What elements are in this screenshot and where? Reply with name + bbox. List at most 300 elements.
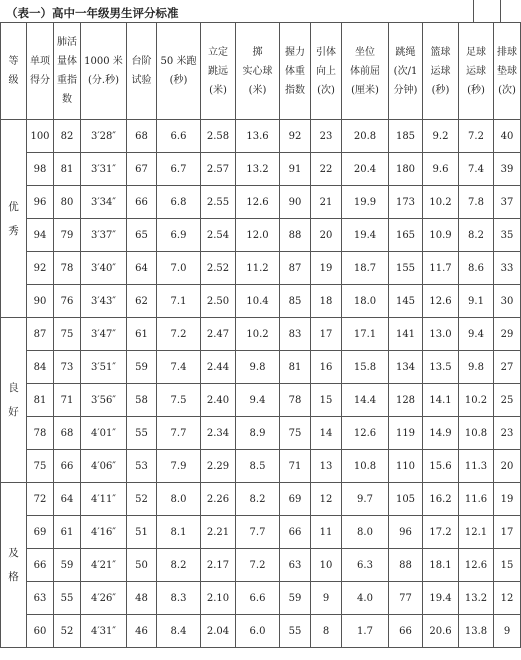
table-cell: 14 (311, 417, 342, 450)
table-row (1, 516, 521, 549)
table-cell: 9.1 (459, 285, 494, 318)
grade-cell (1, 318, 27, 483)
table-cell: 72 (27, 483, 54, 516)
table-cell: 10.8 (342, 450, 389, 483)
table-cell: 96 (27, 186, 54, 219)
table-cell: 94 (27, 219, 54, 252)
table-cell: 35 (494, 219, 521, 252)
column-header (494, 23, 521, 120)
table-cell: 52 (54, 615, 81, 648)
table-cell: 17 (311, 318, 342, 351)
column-header-line: (秒) (431, 84, 450, 96)
table-cell: 19 (311, 252, 342, 285)
grade-cell (1, 120, 27, 318)
column-header-line: 跳绳 (395, 46, 416, 58)
table-cell: 27 (494, 351, 521, 384)
table-cell: 13.6 (236, 120, 280, 153)
table-cell: 6.8 (157, 186, 201, 219)
table-cell: 2.54 (201, 219, 236, 252)
table-cell: 18.1 (423, 549, 459, 582)
table-cell: 63 (280, 549, 311, 582)
column-header-line: 运球 (466, 65, 486, 77)
table-cell: 98 (27, 153, 54, 186)
table-cell: 128 (389, 384, 423, 417)
table-cell: 19.4 (423, 582, 459, 615)
table-cell: 52 (127, 483, 157, 516)
table-cell: 14.9 (423, 417, 459, 450)
table-cell: 85 (280, 285, 311, 318)
table-cell: 59 (54, 549, 81, 582)
table-cell: 75 (27, 450, 54, 483)
table-cell: 3′28″ (81, 120, 127, 153)
column-header-line: 单项 (30, 56, 50, 67)
table-cell: 110 (389, 450, 423, 483)
table-cell: 71 (54, 384, 81, 417)
table-cell: 3′34″ (81, 186, 127, 219)
table-cell: 55 (54, 582, 81, 615)
table-cell: 66 (27, 549, 54, 582)
column-header-line: (厘米) (351, 84, 379, 96)
table-cell: 17.2 (423, 516, 459, 549)
table-cell: 87 (280, 252, 311, 285)
table-cell: 7.8 (459, 186, 494, 219)
table-cell: 4′16″ (81, 516, 127, 549)
column-header-line: 50 米跑 (160, 56, 197, 67)
table-cell: 66 (127, 186, 157, 219)
table-cell: 7.2 (459, 120, 494, 153)
table-cell: 66 (280, 516, 311, 549)
column-header (389, 23, 423, 120)
column-header-line: (米) (248, 84, 267, 96)
column-header-line: 台阶 (131, 56, 152, 67)
table-cell: 3′40″ (81, 252, 127, 285)
table-cell: 69 (280, 483, 311, 516)
table-cell: 173 (389, 186, 423, 219)
table-cell: 7.9 (157, 450, 201, 483)
column-header (459, 23, 494, 120)
table-cell: 12.1 (459, 516, 494, 549)
table-cell: 21 (311, 186, 342, 219)
grade-char: 优 (8, 200, 19, 213)
grade-char: 格 (8, 571, 19, 583)
table-cell: 6.0 (236, 615, 280, 648)
table-cell: 92 (280, 120, 311, 153)
table-cell: 8.9 (236, 417, 280, 450)
table-cell: 13.2 (236, 153, 280, 186)
table-cell: 7.0 (157, 252, 201, 285)
table-cell: 60 (27, 615, 54, 648)
table-cell: 13.8 (459, 615, 494, 648)
table-cell: 61 (54, 516, 81, 549)
table-cell: 3′31″ (81, 153, 127, 186)
column-header-line: 体重 (285, 65, 305, 77)
table-cell: 9.4 (459, 318, 494, 351)
table-cell: 7.4 (157, 351, 201, 384)
table-cell: 3′56″ (81, 384, 127, 417)
table-cell: 10.4 (236, 285, 280, 318)
table-cell: 20.4 (342, 153, 389, 186)
table-cell: 20 (311, 219, 342, 252)
column-header-line: 数 (62, 94, 72, 105)
table-cell: 58 (127, 384, 157, 417)
column-header-line: (次) (317, 84, 335, 96)
table-cell: 75 (280, 417, 311, 450)
column-header-line: 重指 (57, 75, 77, 86)
table-cell: 91 (280, 153, 311, 186)
header-row (1, 23, 521, 120)
table-cell: 10.2 (236, 318, 280, 351)
table-cell: 66 (54, 450, 81, 483)
column-header-line: (次) (498, 84, 516, 96)
table-cell: 13.5 (423, 351, 459, 384)
table-cell: 17.1 (342, 318, 389, 351)
grade-char: 良 (8, 382, 19, 394)
table-cell: 9.8 (236, 351, 280, 384)
table-cell: 185 (389, 120, 423, 153)
table-cell: 29 (494, 318, 521, 351)
grade-char: 好 (8, 406, 19, 418)
table-cell: 7.5 (157, 384, 201, 417)
table-cell: 81 (280, 351, 311, 384)
table-cell: 84 (27, 351, 54, 384)
table-cell: 90 (27, 285, 54, 318)
table-cell: 3′43″ (81, 285, 127, 318)
table-cell: 7.7 (236, 516, 280, 549)
table-cell: 134 (389, 351, 423, 384)
column-header-line: 向上 (316, 65, 336, 77)
column-header-line: 立定 (208, 46, 228, 58)
table-cell: 78 (280, 384, 311, 417)
column-header-line: 1000 米 (84, 56, 123, 67)
table-cell: 9 (494, 615, 521, 648)
column-header-line: 指数 (285, 84, 305, 96)
table-cell: 81 (54, 153, 81, 186)
column-header-line: 级 (8, 75, 19, 86)
table-cell: 8 (311, 615, 342, 648)
table-cell: 61 (127, 318, 157, 351)
table-cell: 83 (280, 318, 311, 351)
table-cell: 78 (27, 417, 54, 450)
table-row (1, 285, 521, 318)
table-cell: 15 (311, 384, 342, 417)
table-cell: 7.7 (157, 417, 201, 450)
table-cell: 82 (54, 120, 81, 153)
table-cell: 65 (127, 219, 157, 252)
column-header-line: 运球 (430, 65, 451, 77)
table-cell: 13 (311, 450, 342, 483)
column-header (54, 23, 81, 120)
table-cell: 2.47 (201, 318, 236, 351)
table-cell: 4′31″ (81, 615, 127, 648)
column-header-line: 坐位 (355, 46, 375, 58)
table-cell: 18 (311, 285, 342, 318)
table-cell: 88 (389, 549, 423, 582)
table-cell: 8.1 (157, 516, 201, 549)
table-cell: 59 (127, 351, 157, 384)
table-row (1, 615, 521, 648)
table-cell: 23 (494, 417, 521, 450)
column-header-line: 引体 (316, 46, 336, 58)
table-cell: 10.2 (423, 186, 459, 219)
table-cell: 2.29 (201, 450, 236, 483)
table-cell: 90 (280, 186, 311, 219)
table-cell: 12.6 (423, 285, 459, 318)
column-header-line: 实心球 (242, 65, 273, 77)
table-cell: 53 (127, 450, 157, 483)
table-cell: 78 (54, 252, 81, 285)
column-header-line: 肺活 (57, 37, 77, 48)
table-cell: 92 (27, 252, 54, 285)
column-header-line: 垫球 (497, 65, 517, 77)
table-row (1, 417, 521, 450)
table-cell: 6.6 (236, 582, 280, 615)
table-cell: 12.6 (459, 549, 494, 582)
table-row (1, 252, 521, 285)
table-cell: 8.0 (342, 516, 389, 549)
table-cell: 73 (54, 351, 81, 384)
column-header (311, 23, 342, 120)
table-cell: 76 (54, 285, 81, 318)
table-cell: 46 (127, 615, 157, 648)
table-cell: 4.0 (342, 582, 389, 615)
table-cell: 8.2 (157, 549, 201, 582)
grade-char: 秀 (8, 224, 19, 237)
table-cell: 10.8 (459, 417, 494, 450)
table-cell: 2.04 (201, 615, 236, 648)
table-cell: 64 (127, 252, 157, 285)
grade-cell (1, 483, 27, 648)
table-cell: 3′47″ (81, 318, 127, 351)
table-cell: 2.52 (201, 252, 236, 285)
table-cell: 62 (127, 285, 157, 318)
table-cell: 64 (54, 483, 81, 516)
column-header-line: 排球 (497, 46, 517, 58)
table-body (1, 120, 521, 648)
table-cell: 1.7 (342, 615, 389, 648)
table-cell: 11.2 (236, 252, 280, 285)
table-cell: 39 (494, 153, 521, 186)
table-cell: 9.6 (423, 153, 459, 186)
table-cell: 96 (389, 516, 423, 549)
table-cell: 67 (127, 153, 157, 186)
table-cell: 37 (494, 186, 521, 219)
table-cell: 6.6 (157, 120, 201, 153)
table-cell: 8.6 (459, 252, 494, 285)
table-cell: 79 (54, 219, 81, 252)
column-header-line: 跳远 (208, 65, 228, 77)
table-cell: 75 (54, 318, 81, 351)
table-cell: 165 (389, 219, 423, 252)
table-cell: 11.6 (459, 483, 494, 516)
table-cell: 33 (494, 252, 521, 285)
column-header-line: 体前屈 (350, 65, 380, 77)
title-right-border (473, 0, 501, 22)
table-cell: 7.2 (236, 549, 280, 582)
table-cell: 68 (54, 417, 81, 450)
column-header-line: (秒) (169, 75, 188, 86)
table-row (1, 582, 521, 615)
table-cell: 105 (389, 483, 423, 516)
table-row (1, 219, 521, 252)
table-row (1, 450, 521, 483)
column-header-line: 量体 (57, 56, 77, 67)
table-cell: 180 (389, 153, 423, 186)
column-header (157, 23, 201, 120)
table-row (1, 186, 521, 219)
table-row (1, 120, 521, 153)
table-cell: 12.6 (236, 186, 280, 219)
table-cell: 19 (494, 483, 521, 516)
column-header-line: 等 (8, 56, 19, 67)
table-cell: 2.10 (201, 582, 236, 615)
column-header-line: 试验 (131, 75, 152, 86)
table-cell: 87 (27, 318, 54, 351)
table-cell: 16 (311, 351, 342, 384)
table-cell: 11.7 (423, 252, 459, 285)
table-cell: 71 (280, 450, 311, 483)
table-cell: 9.8 (459, 351, 494, 384)
table-cell: 6.7 (157, 153, 201, 186)
column-header-line: 篮球 (430, 46, 451, 58)
table-cell: 2.55 (201, 186, 236, 219)
table-cell: 25 (494, 384, 521, 417)
table-row (1, 153, 521, 186)
column-header-line: (秒) (467, 84, 485, 96)
table-cell: 155 (389, 252, 423, 285)
table-title: （表一）高中一年级男生评分标准 (6, 6, 179, 20)
grade-char: 及 (8, 547, 19, 559)
table-cell: 4′11″ (81, 483, 127, 516)
table-cell: 14.1 (423, 384, 459, 417)
table-cell: 8.0 (157, 483, 201, 516)
column-header (236, 23, 280, 120)
column-header-line: 得分 (30, 75, 50, 86)
table-cell: 11.3 (459, 450, 494, 483)
table-cell: 12.0 (236, 219, 280, 252)
table-cell: 7.2 (157, 318, 201, 351)
table-cell: 6.9 (157, 219, 201, 252)
column-header (280, 23, 311, 120)
table-cell: 8.5 (236, 450, 280, 483)
table-cell: 50 (127, 549, 157, 582)
table-cell: 9.2 (423, 120, 459, 153)
table-cell: 2.50 (201, 285, 236, 318)
table-cell: 19.4 (342, 219, 389, 252)
table-cell: 13.0 (423, 318, 459, 351)
table-cell: 69 (27, 516, 54, 549)
table-cell: 40 (494, 120, 521, 153)
table-cell: 2.26 (201, 483, 236, 516)
table-cell: 141 (389, 318, 423, 351)
table-cell: 2.34 (201, 417, 236, 450)
column-header-line: 分钟) (393, 84, 418, 96)
table-cell: 3′37″ (81, 219, 127, 252)
column-header-line: (米) (209, 84, 227, 96)
table-cell: 19.9 (342, 186, 389, 219)
table-cell: 55 (280, 615, 311, 648)
table-cell: 68 (127, 120, 157, 153)
table-cell: 9.7 (342, 483, 389, 516)
table-row (1, 384, 521, 417)
table-cell: 63 (27, 582, 54, 615)
table-cell: 100 (27, 120, 54, 153)
table-cell: 6.3 (342, 549, 389, 582)
table-cell: 11 (311, 516, 342, 549)
table-cell: 81 (27, 384, 54, 417)
table-cell: 20.8 (342, 120, 389, 153)
column-header-line: 足球 (466, 46, 486, 58)
table-cell: 30 (494, 285, 521, 318)
table-cell: 17 (494, 516, 521, 549)
table-cell: 145 (389, 285, 423, 318)
table-cell: 15.8 (342, 351, 389, 384)
column-header-line: (次/1 (393, 65, 418, 77)
column-header (81, 23, 127, 120)
table-cell: 2.57 (201, 153, 236, 186)
table-cell: 12.6 (342, 417, 389, 450)
table-cell: 2.58 (201, 120, 236, 153)
table-cell: 20 (494, 450, 521, 483)
table-cell: 88 (280, 219, 311, 252)
column-header (342, 23, 389, 120)
table-cell: 4′06″ (81, 450, 127, 483)
table-cell: 77 (389, 582, 423, 615)
table-cell: 2.17 (201, 549, 236, 582)
table-cell: 20.6 (423, 615, 459, 648)
table-cell: 51 (127, 516, 157, 549)
column-header (127, 23, 157, 120)
table-cell: 55 (127, 417, 157, 450)
table-cell: 10.9 (423, 219, 459, 252)
column-header (1, 23, 27, 120)
table-cell: 12 (494, 582, 521, 615)
column-header (423, 23, 459, 120)
table-cell: 10 (311, 549, 342, 582)
table-cell: 10.2 (459, 384, 494, 417)
table-cell: 22 (311, 153, 342, 186)
column-header-line: 握力 (285, 46, 305, 58)
table-cell: 4′21″ (81, 549, 127, 582)
table-cell: 3′51″ (81, 351, 127, 384)
table-row (1, 351, 521, 384)
score-table (0, 22, 521, 648)
table-row (1, 483, 521, 516)
table-cell: 14.4 (342, 384, 389, 417)
table-cell: 18.0 (342, 285, 389, 318)
column-header (201, 23, 236, 120)
table-cell: 9.4 (236, 384, 280, 417)
table-cell: 9 (311, 582, 342, 615)
table-row (1, 549, 521, 582)
column-header-line: 掷 (252, 46, 263, 58)
table-cell: 4′01″ (81, 417, 127, 450)
table-cell: 48 (127, 582, 157, 615)
table-cell: 12 (311, 483, 342, 516)
table-cell: 7.4 (459, 153, 494, 186)
table-cell: 59 (280, 582, 311, 615)
table-cell: 8.4 (157, 615, 201, 648)
column-header-line: (分.秒) (88, 75, 119, 86)
table-cell: 119 (389, 417, 423, 450)
table-cell: 8.3 (157, 582, 201, 615)
table-cell: 8.2 (459, 219, 494, 252)
table-cell: 66 (389, 615, 423, 648)
table-cell: 23 (311, 120, 342, 153)
table-cell: 15.6 (423, 450, 459, 483)
table-cell: 4′26″ (81, 582, 127, 615)
table-cell: 18.7 (342, 252, 389, 285)
table-cell: 7.1 (157, 285, 201, 318)
